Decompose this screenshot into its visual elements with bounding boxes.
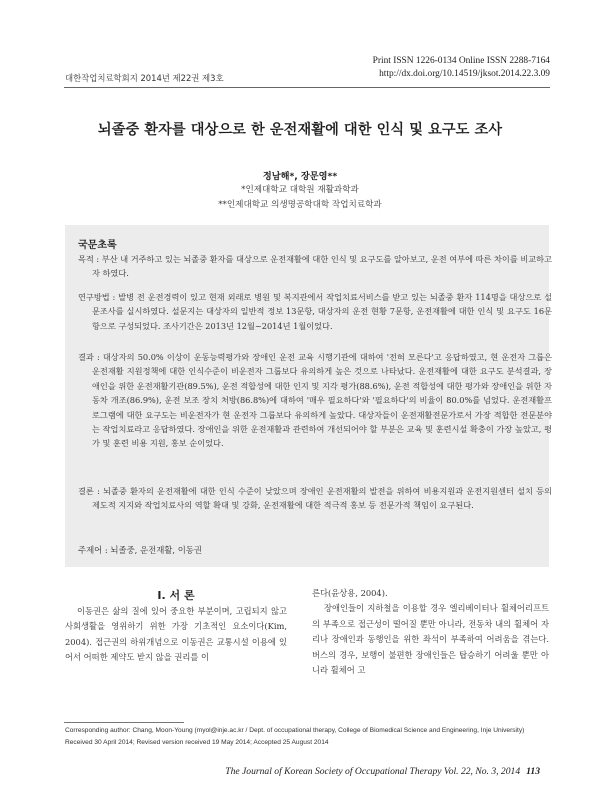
- footnote: [65, 725, 555, 749]
- abstract-method: 연구방법 : 발병 전 운전경력이 있고 현재 외래로 병원 및 복지관에서 작업치료서비스를 받고 있는 뇌졸중 환자 114명을 대상으로 설문조사를 실시하였다. 설문지는 대상자의 일반적 정보 13문항, 대상자의 운전 현황 7문항, 운전재활에 대한 인식 및 요구도 16문항으로 구성되었다. 조사기간은 2013년 12월~2014년 1월이었다.: [78, 292, 552, 331]
- issn: Print ISSN 1226-0134 Online ISSN 2288-7164: [372, 56, 550, 66]
- affiliation-1: *인제대학교 대학원 재활과학과: [241, 185, 359, 195]
- body-right-column: [312, 586, 549, 678]
- right-column-continuation: 른다(윤상용, 2004).: [312, 588, 388, 598]
- issn-doi-block: [373, 55, 550, 81]
- journal-footer: [225, 766, 540, 777]
- right-column-paragraph: 장애인들이 지하철을 이용할 경우 엘리베이터나 휠체어리프트의 부족으로 접근성이 떨어질 뿐만 아니라, 전동차 내의 휠체어 자리나 장애인과 동행인을 위한 좌석이 부족하여 어려움을 겪는다. 버스의 경우, 보행이 불편한 장애인들은 탑승하기 어려울 뿐만 아니라 휠체어 고: [312, 603, 549, 676]
- affiliation-2: **인제대학교 의생명공학대학 작업치료학과: [218, 200, 382, 210]
- abstract-results: 결과 : 대상자의 50.0% 이상이 운동능력평가와 장애인 운전 교육 시행기관에 대하여 '전혀 모른다'고 응답하였고, 현 운전자 그룹은 운전재활 지원정책에 대한 인식수준이 비운전자 그룹보다 유의하게 높은 것으로 나타났다. 운전재활에 대한 요구도 분석결과, 장애인을 위한 운전재활기관(89.5%), 운전 적합성에 대한 인지 및 지각 평가(88.6%), 운전 적합성에 대한 평가와 장애인을 위한 자동차 개조(86.9%), 운전 보조 장치 처방(86.8%)에 대하여 '매우 필요하다'와 '필요하다'의 비율이 80.0%를 넘었다. 운전재활프로그램에 대한 요구도는 비운전자가 현 운전자 그룹보다 유의하게 높았다. 대상자들이 운전재활전문가로서 가장 적합한 전문분야는 작업치료라고 응답하였다. 장애인을 위한 운전재활과 관련하여 개선되어야 할 부분은 교육 및 훈련시설 확충이 가장 높았고, 평가 및 훈련 비용 지원, 홍보 순이었다.: [78, 352, 552, 449]
- footnote-rule: [64, 722, 184, 723]
- abstract-conclusion: 결론 : 뇌졸중 환자의 운전재활에 대한 인식 수준이 낮았으며 장애인 운전재활의 발전을 위하여 비용지원과 운전지원센터 설치 등의 제도적 지지와 작업치료사의 역할 확대 및 강화, 운전재활에 대한 적극적 홍보 등 전문가적 책임이 요구된다.: [78, 486, 552, 511]
- abstract-purpose: 목적 : 부산 내 거주하고 있는 뇌졸중 환자를 대상으로 운전재활에 대한 인식 및 요구도를 알아보고, 운전 여부에 따른 차이를 비교하고자 하였다.: [78, 254, 552, 279]
- page-number: 113: [526, 766, 540, 777]
- journal-issue: 대한작업치료학회지 2014년 제22권 제3호: [65, 73, 224, 83]
- section-title: I. 서 론: [157, 589, 195, 602]
- journal-name: The Journal of Korean Society of Occupational Therapy Vol. 22, No. 3, 2014: [225, 766, 521, 777]
- abstract-heading: 국문초록: [78, 240, 117, 251]
- authors: 정남해*, 장문영**: [262, 171, 338, 182]
- corresponding-author: Corresponding author: Chang, Moon-Young (myol@inje.ac.kr / Dept. of occupational therapy, College of Biomedical Science and Engineering, Inje University): [65, 727, 525, 734]
- received-dates: Received 30 April 2014; Revised version received 19 May 2014; Accepted 25 August 2014: [65, 739, 329, 746]
- body-left-column: 이동권은 삶의 질에 있어 중요한 부분이며, 고립되지 않고 사회생활을 영위하기 위한 가장 기초적인 요소이다(Kim, 2004). 접근권의 하위개념으로 이동권은 교통시설 이용에 있어서 어떠한 제약도 받지 않을 권리를 이: [65, 606, 287, 663]
- header-rule: [64, 87, 550, 88]
- doi-link[interactable]: http://dx.doi.org/10.14519/jksot.2014.22.3.09: [379, 69, 550, 79]
- keywords: 주제어 : 뇌졸중, 운전재활, 이동권: [78, 545, 202, 555]
- article-title: 뇌졸중 환자를 대상으로 한 운전재활에 대한 인식 및 요구도 조사: [97, 122, 503, 138]
